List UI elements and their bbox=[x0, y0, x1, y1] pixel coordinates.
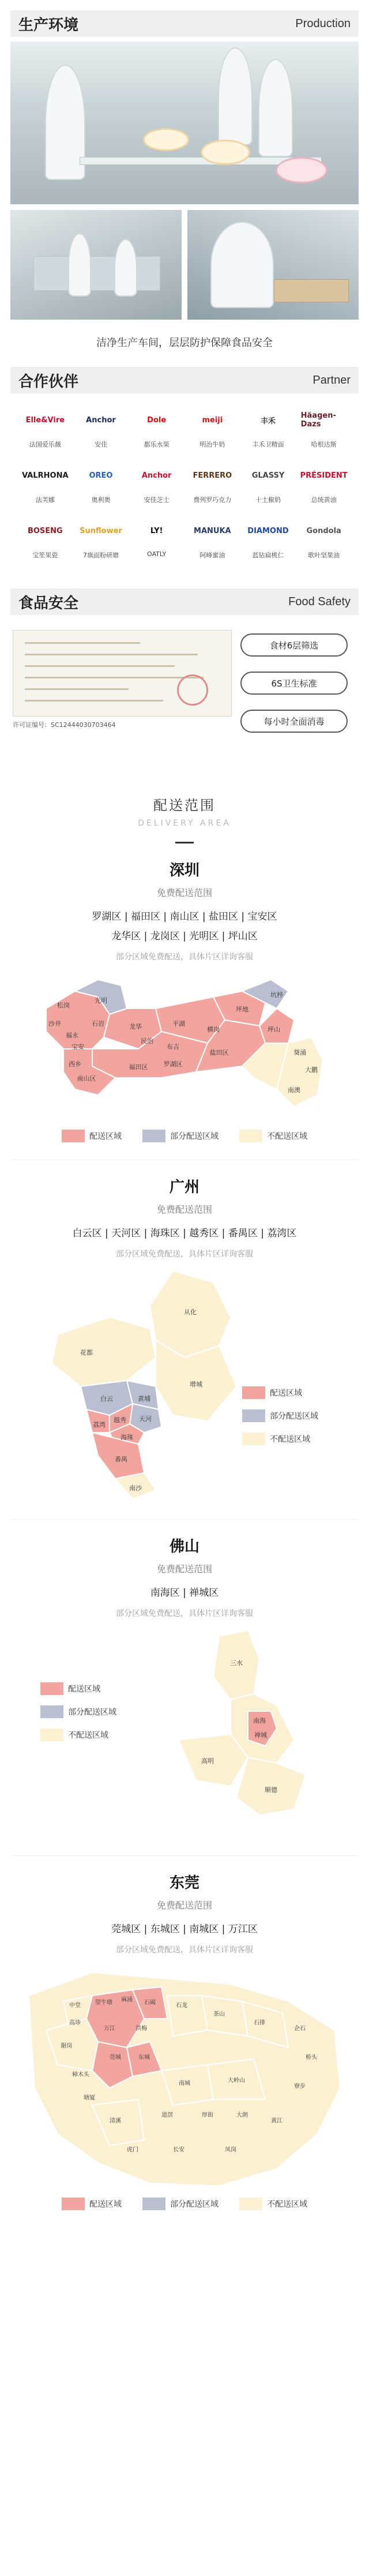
guangzhou-map bbox=[23, 1259, 288, 1502]
partner-logo: VALRHONA bbox=[22, 471, 69, 480]
map-label: 增城 bbox=[190, 1381, 202, 1388]
city-name: 深圳 bbox=[169, 862, 199, 879]
partner-item bbox=[129, 404, 184, 449]
partner-logo: GLASSY bbox=[251, 471, 285, 480]
delivery-note: 部分区域免费配送，具体片区详询客服 bbox=[116, 1250, 253, 1259]
partner-item bbox=[129, 515, 184, 560]
partner-name: 奥利奥 bbox=[91, 496, 111, 504]
production-title: 生产环境 bbox=[18, 16, 79, 34]
district-list bbox=[0, 1224, 369, 1243]
map-label: 海珠 bbox=[121, 1434, 133, 1441]
map-label: 宝安 bbox=[71, 1043, 84, 1051]
partner-item bbox=[240, 404, 296, 449]
map-label: 白云 bbox=[100, 1395, 113, 1403]
partner-logo: LY! bbox=[150, 526, 163, 535]
map-label: 福田区 bbox=[129, 1063, 148, 1071]
safety-content bbox=[0, 615, 369, 738]
city-name: 广州 bbox=[169, 1179, 199, 1196]
legend-swatch bbox=[242, 1433, 265, 1445]
map-label: 大岭山 bbox=[228, 2078, 245, 2084]
map-label: 凤岗 bbox=[225, 2147, 236, 2153]
partner-name: 法国爱乐薇 bbox=[29, 441, 61, 448]
legend-label: 配送区域 bbox=[270, 1389, 302, 1398]
map-label: 番禺 bbox=[115, 1456, 127, 1463]
map-label: 高明 bbox=[201, 1757, 214, 1765]
map-label: 民治 bbox=[141, 1037, 153, 1045]
map-label: 罗湖区 bbox=[163, 1060, 183, 1068]
map-legend bbox=[242, 1386, 318, 1445]
free-delivery-label: 免费配送范围 bbox=[156, 1204, 212, 1215]
map-label: 盐田区 bbox=[209, 1049, 229, 1056]
partner-name: 哈根达斯 bbox=[311, 441, 337, 448]
partner-logo: Anchor bbox=[141, 471, 172, 480]
map-label: 莞城 bbox=[110, 2054, 121, 2061]
section-divider bbox=[12, 1855, 357, 1856]
legend-label: 不配送区域 bbox=[267, 1132, 307, 1141]
partner-logo: Häagen-Dazs bbox=[300, 411, 336, 429]
city-name: 东莞 bbox=[169, 1874, 199, 1892]
partner-logo: 丰禾 bbox=[260, 417, 276, 426]
free-delivery-label: 免费配送范围 bbox=[156, 1563, 212, 1574]
partner-item bbox=[296, 459, 352, 504]
district-list bbox=[0, 1919, 369, 1939]
map-label: 大鹏 bbox=[305, 1066, 318, 1074]
map-label: 顺德 bbox=[265, 1786, 277, 1794]
partner-logo: OREO bbox=[89, 471, 113, 480]
partner-name: 法芙娜 bbox=[35, 496, 55, 504]
partner-logo: BOSENG bbox=[27, 526, 63, 535]
partner-item bbox=[240, 515, 296, 560]
partner-name: 十土椒奶 bbox=[255, 496, 281, 504]
partner-item bbox=[296, 404, 352, 449]
map-label: 南城 bbox=[179, 2080, 190, 2087]
partner-item bbox=[73, 404, 129, 449]
partner-item bbox=[73, 515, 129, 560]
partner-logo: Gondola bbox=[306, 526, 341, 535]
partner-item bbox=[73, 459, 129, 504]
partner-item bbox=[17, 459, 73, 504]
legend-swatch bbox=[40, 1728, 63, 1741]
legend-swatch bbox=[40, 1705, 63, 1718]
legend-label: 配送区域 bbox=[89, 2200, 122, 2209]
map-legend bbox=[40, 1682, 116, 1741]
map-label: 石岩 bbox=[92, 1020, 104, 1028]
map-label: 虎门 bbox=[127, 2147, 138, 2153]
map-label: 石碣 bbox=[144, 2000, 156, 2006]
district-line: 龙华区 | 龙岗区 | 光明区 | 坪山区 bbox=[111, 931, 258, 942]
legend-label: 部分配送区域 bbox=[270, 1412, 318, 1421]
map-label: 荔湾 bbox=[93, 1421, 106, 1428]
partner-logo: MANUKA bbox=[194, 526, 231, 535]
factory-photo-workshop bbox=[10, 210, 182, 320]
map-label: 樟木头 bbox=[72, 2072, 89, 2078]
partner-item bbox=[184, 459, 240, 504]
map-label: 中堂 bbox=[69, 2003, 81, 2009]
partner-item bbox=[240, 459, 296, 504]
section-divider bbox=[12, 1519, 357, 1520]
delivery-title-block bbox=[0, 794, 369, 843]
map-label: 塘厦 bbox=[84, 2095, 95, 2101]
map-label: 寮步 bbox=[294, 2083, 306, 2090]
partner-name: 宝笙果瓷 bbox=[32, 552, 58, 559]
map-label: 坪地 bbox=[236, 1006, 248, 1013]
safety-badge: 食材6层筛选 bbox=[240, 633, 348, 657]
partner-logo: Sunflower bbox=[80, 526, 122, 535]
legend-swatch bbox=[242, 1386, 265, 1399]
legend-swatch bbox=[142, 1130, 165, 1142]
district-line: 莞城区 | 东城区 | 南城区 | 万江区 bbox=[111, 1923, 258, 1935]
map-label: 大朗 bbox=[236, 2112, 248, 2118]
partner-name: 总统黄油 bbox=[311, 496, 337, 504]
district-list bbox=[0, 1583, 369, 1603]
partner-name: 歌叶坚果油 bbox=[308, 552, 340, 559]
partner-item bbox=[296, 515, 352, 560]
map-legend bbox=[0, 1130, 369, 1142]
delivery-title: 配送范围 bbox=[153, 797, 216, 813]
map-label: 葵涌 bbox=[293, 1049, 306, 1056]
partner-logo: Dole bbox=[147, 415, 167, 425]
safety-badge: 6S卫生标准 bbox=[240, 672, 348, 695]
legend-label: 配送区域 bbox=[68, 1685, 100, 1694]
city-foshan bbox=[0, 1535, 369, 1838]
production-header bbox=[10, 10, 359, 37]
partner-logo: Anchor bbox=[86, 415, 116, 425]
partners-header bbox=[10, 367, 359, 393]
license-stamp-icon bbox=[177, 674, 208, 706]
partner-name: 阿峰蜜油 bbox=[199, 552, 225, 559]
map-label: 桥头 bbox=[306, 2054, 317, 2061]
map-label: 石排 bbox=[254, 2020, 265, 2026]
partners-grid bbox=[0, 393, 369, 565]
map-label: 沙井 bbox=[48, 1020, 61, 1028]
map-label: 望牛墩 bbox=[95, 2000, 112, 2006]
production-title-en: Production bbox=[295, 17, 351, 30]
food-license-image bbox=[13, 630, 232, 717]
legend-swatch bbox=[142, 2198, 165, 2210]
safety-badges bbox=[232, 630, 356, 733]
map-label: 清溪 bbox=[110, 2118, 121, 2124]
partner-name: 都乐水果 bbox=[144, 441, 170, 448]
partner-logo: Elle&Vire bbox=[25, 415, 65, 425]
partner-name: 蓝钻扁桃仁 bbox=[252, 552, 284, 559]
legend-label: 部分配送区域 bbox=[170, 1132, 219, 1141]
map-label: 越秀 bbox=[114, 1416, 126, 1424]
delivery-note: 部分区域免费配送，具体片区详询客服 bbox=[116, 1609, 253, 1618]
partner-logo: PRÉSIDENT bbox=[300, 471, 348, 480]
partner-item bbox=[184, 515, 240, 560]
map-label: 天河 bbox=[139, 1415, 152, 1423]
legend-swatch bbox=[242, 1409, 265, 1422]
partners-title: 合作伙伴 bbox=[18, 373, 79, 391]
map-label: 南澳 bbox=[288, 1086, 300, 1094]
district-line: 白云区 | 天河区 | 海珠区 | 越秀区 | 番禺区 | 荔湾区 bbox=[72, 1228, 297, 1239]
map-label: 黄埔 bbox=[138, 1395, 150, 1403]
delivery-note: 部分区域免费配送，具体片区详询客服 bbox=[116, 1945, 253, 1955]
safety-title-en: Food Safety bbox=[288, 595, 351, 608]
map-label: 道滘 bbox=[161, 2112, 173, 2118]
title-divider bbox=[175, 842, 194, 843]
production-photos bbox=[0, 42, 369, 320]
map-label: 花都 bbox=[80, 1349, 93, 1356]
partner-logo: meiji bbox=[202, 415, 223, 425]
legend-label: 配送区域 bbox=[89, 1132, 122, 1141]
free-delivery-label: 免费配送范围 bbox=[156, 1900, 212, 1911]
map-label: 坑梓 bbox=[270, 991, 283, 999]
partner-name: OATLY bbox=[147, 550, 167, 558]
partner-item bbox=[17, 404, 73, 449]
legend-swatch bbox=[40, 1682, 63, 1695]
safety-title: 食品安全 bbox=[18, 594, 79, 612]
district-list bbox=[0, 907, 369, 946]
partners-title-en: Partner bbox=[312, 373, 351, 387]
map-label: 横岗 bbox=[207, 1026, 220, 1033]
legend-label: 不配送区域 bbox=[267, 2200, 307, 2209]
license-number: 许可证编号：SC12444030703464 bbox=[13, 721, 116, 729]
map-label: 南沙 bbox=[129, 1484, 142, 1492]
partner-name: 7旗面粉研磨 bbox=[82, 552, 119, 559]
factory-photo-main bbox=[10, 42, 359, 204]
map-label: 光明 bbox=[95, 997, 107, 1004]
map-label: 平湖 bbox=[172, 1020, 185, 1028]
legend-swatch bbox=[239, 2198, 262, 2210]
legend-label: 部分配送区域 bbox=[170, 2200, 219, 2209]
partner-name: 明治牛奶 bbox=[199, 441, 225, 448]
delivery-title-en: DELIVERY AREA bbox=[138, 819, 231, 828]
map-label: 布吉 bbox=[167, 1043, 179, 1051]
legend-swatch bbox=[62, 1130, 85, 1142]
map-label: 南海 bbox=[253, 1717, 266, 1724]
map-label: 洪梅 bbox=[135, 2026, 147, 2032]
legend-label: 不配送区域 bbox=[68, 1731, 108, 1740]
map-label: 禅城 bbox=[254, 1731, 267, 1739]
map-label: 万江 bbox=[104, 2026, 115, 2032]
partner-name: 安佳 bbox=[94, 441, 107, 448]
dongguan-map bbox=[12, 1961, 357, 2192]
map-label: 厚街 bbox=[202, 2112, 213, 2118]
map-label: 西乡 bbox=[69, 1060, 81, 1068]
map-label: 茶山 bbox=[213, 2011, 225, 2018]
safety-header bbox=[10, 588, 359, 615]
partner-name: 安佳芝士 bbox=[144, 496, 170, 504]
legend-label: 不配送区域 bbox=[270, 1435, 310, 1444]
production-caption: 洁净生产车间，层层防护保障食品安全 bbox=[96, 337, 273, 349]
map-label: 龙华 bbox=[129, 1023, 142, 1030]
legend-swatch bbox=[62, 2198, 85, 2210]
factory-photo-worker bbox=[187, 210, 359, 320]
map-label: 长安 bbox=[173, 2147, 184, 2153]
map-label: 黄江 bbox=[271, 2118, 283, 2124]
map-label: 东城 bbox=[138, 2054, 150, 2061]
partner-item bbox=[129, 459, 184, 504]
map-label: 福永 bbox=[66, 1032, 78, 1039]
partner-name: 费列罗巧克力 bbox=[193, 496, 232, 504]
delivery-note: 部分区域免费配送，具体片区详询客服 bbox=[116, 953, 253, 962]
legend-label: 部分配送区域 bbox=[68, 1708, 116, 1717]
map-label: 坪山 bbox=[268, 1026, 280, 1033]
map-label: 三水 bbox=[230, 1659, 243, 1667]
map-label: 松岗 bbox=[57, 1002, 70, 1009]
district-line: 罗湖区 | 福田区 | 南山区 | 盐田区 | 宝安区 bbox=[92, 911, 277, 923]
partner-item bbox=[184, 404, 240, 449]
city-name: 佛山 bbox=[169, 1538, 199, 1555]
map-label: 高埗 bbox=[69, 2020, 81, 2026]
legend-swatch bbox=[239, 1130, 262, 1142]
map-legend bbox=[0, 2198, 369, 2210]
shenzhen-map bbox=[23, 962, 346, 1124]
partner-logo: FERRERO bbox=[193, 471, 232, 480]
city-dongguan bbox=[0, 1871, 369, 2210]
map-label: 麻涌 bbox=[121, 1997, 133, 2003]
free-delivery-label: 免费配送范围 bbox=[156, 887, 212, 898]
map-label: 从化 bbox=[184, 1308, 197, 1316]
city-guangzhou bbox=[0, 1175, 369, 1502]
safety-badge: 每小时全面消毒 bbox=[240, 710, 348, 733]
foshan-map bbox=[161, 1625, 334, 1832]
map-label: 南山区 bbox=[77, 1075, 96, 1082]
map-label: 企石 bbox=[294, 2026, 306, 2032]
district-line: 南海区 | 禅城区 bbox=[150, 1587, 219, 1599]
map-label: 谢岗 bbox=[61, 2043, 72, 2049]
partner-logo: DIAMOND bbox=[247, 526, 289, 535]
partner-name: 丰禾卫精面 bbox=[252, 441, 284, 448]
city-shenzhen bbox=[0, 858, 369, 1142]
partner-item bbox=[17, 515, 73, 560]
map-label: 石龙 bbox=[176, 2003, 187, 2009]
